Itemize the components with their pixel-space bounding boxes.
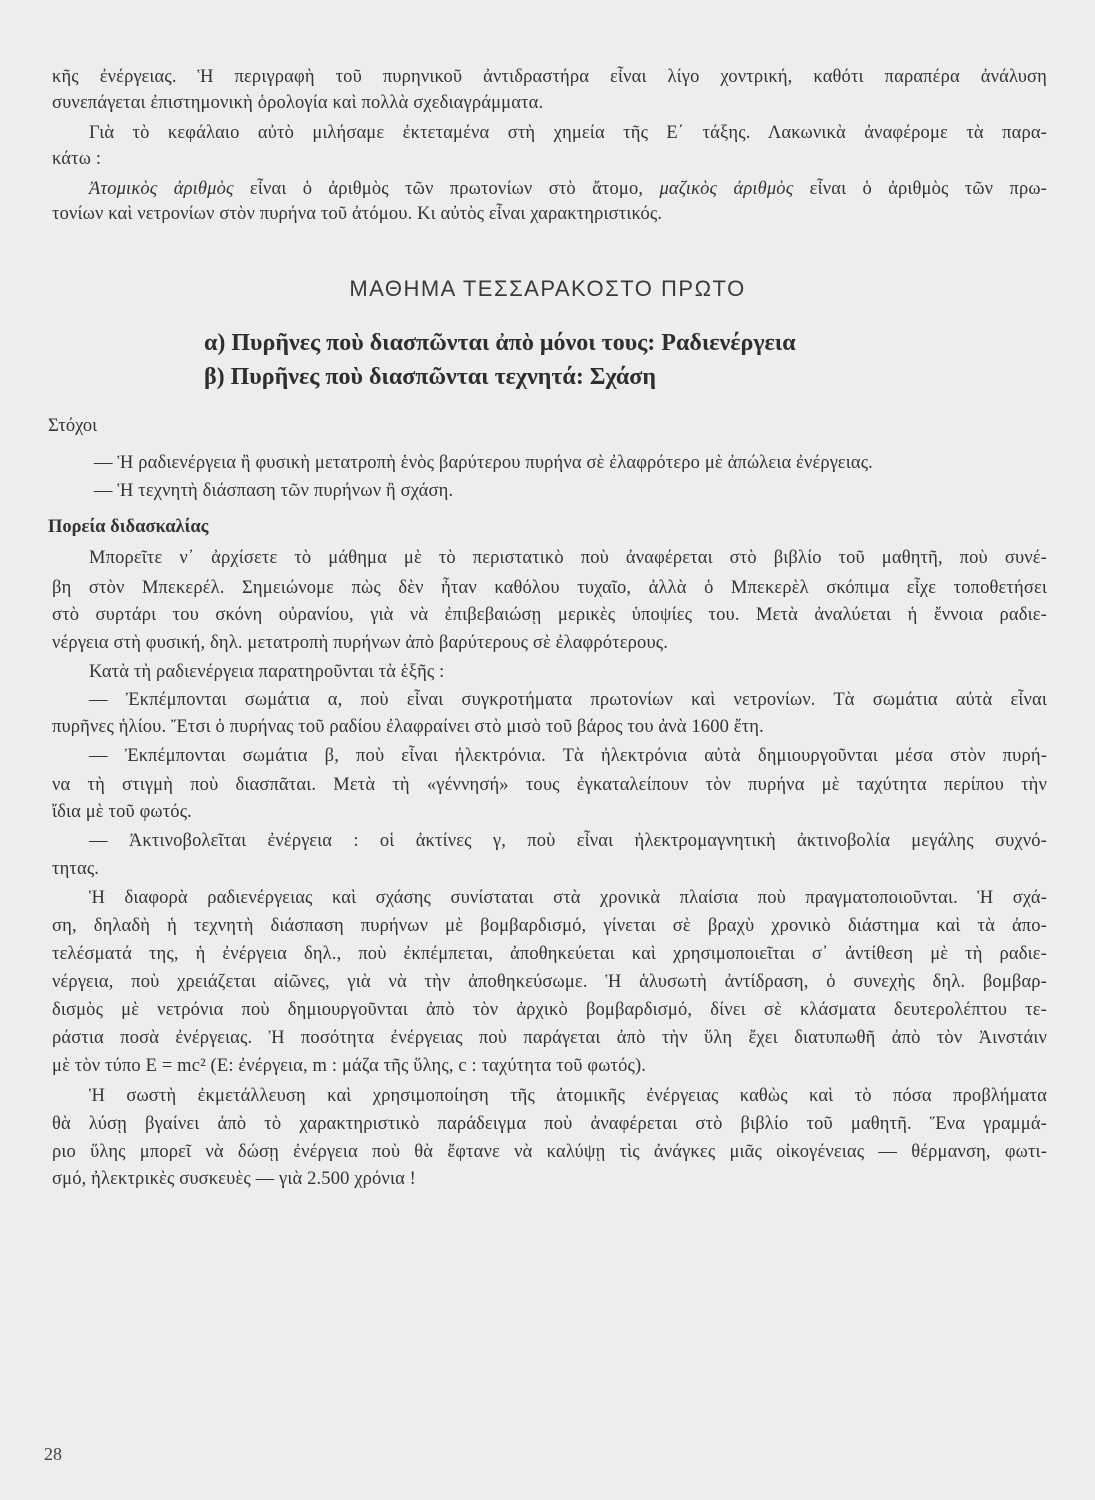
intro-line-3: Γιὰ τὸ κεφάλαιο αὐτὸ μιλήσαμε ἐκτεταμένα στὴ χημεία τῆς Ε΄ τάξης. Λακωνικὰ ἀναφέρομε τὰ παρα- bbox=[89, 123, 1047, 143]
teaching-line: θὰ λύσῃ βγαίνει ἀπὸ τὸ χαρακτηριστικὸ παράδειγμα ποὺ ἀναφέρεται στὸ βιβλίο τοῦ μαθητῆ. Ἕνα γραμμά- bbox=[52, 1114, 1047, 1134]
teaching-line: Κατὰ τὴ ραδιενέργεια παρατηροῦνται τὰ ἑξῆς : bbox=[89, 662, 445, 682]
intro-line-5-end: εἶναι ὁ ἀριθμὸς τῶν πρω- bbox=[793, 179, 1047, 199]
teaching-line: — Ἐκπέμπονται σωμάτια α, ποὺ εἶναι συγκροτήματα πρωτονίων καὶ νετρονίων. Τὰ σωμάτια αὐτὰ εἶναι bbox=[89, 690, 1047, 710]
intro-line-2: συνεπάγεται ἐπιστημονικὴ ὁρολογία καὶ πολλὰ σχεδιαγράμματα. bbox=[52, 93, 544, 113]
page-number: 28 bbox=[44, 1444, 62, 1464]
atomic-number-term: Ἀτομικὸς ἀριθμὸς bbox=[89, 179, 234, 199]
teaching-line: Μπορεῖτε ν᾽ ἀρχίσετε τὸ μάθημα μὲ τὸ περιστατικὸ ποὺ ἀναφέρεται στὸ βιβλίο τοῦ μαθητῆ, ποὺ συνέ- bbox=[89, 548, 1047, 568]
teaching-line: ἴδια μὲ τοῦ φωτός. bbox=[52, 802, 192, 822]
subtitle-fission: β) Πυρῆνες ποὺ διασπῶνται τεχνητά: Σχάση bbox=[204, 364, 656, 390]
intro-line-4: κάτω : bbox=[52, 149, 102, 169]
teaching-line: δισμὸς μὲ νετρόνια ποὺ δημιουργοῦνται ἀπὸ τὸν ἀρχικὸ βομβαρδισμό, δίνει σὲ κλάσματα δευτερολέπτου τε- bbox=[52, 1000, 1047, 1020]
teaching-line: σμό, ἠλεκτρικὲς συσκευὲς — γιὰ 2.500 χρόνια ! bbox=[52, 1169, 416, 1189]
teaching-line: βη στὸν Μπεκερέλ. Σημειώνομε πὼς δὲν ἦταν καθόλου τυχαῖο, ἀλλὰ ὁ Μπεκερὲλ σκόπιμα εἶχε τοποθετήσει bbox=[52, 578, 1047, 598]
subtitle-radioactivity: α) Πυρῆνες ποὺ διασπῶνται ἀπὸ μόνοι τους: Ραδιενέργεια bbox=[204, 330, 796, 356]
teaching-line: Ἡ διαφορὰ ραδιενέργειας καὶ σχάσης συνίσταται στὰ χρονικὰ πλαίσια ποὺ πραγματοποιοῦνται. Ἡ σχά- bbox=[89, 888, 1047, 908]
teaching-line: μὲ τὸν τύπο E = mc² (E: ἐνέργεια, m : μάζα τῆς ὕλης, c : ταχύτητα τοῦ φωτός). bbox=[52, 1056, 647, 1076]
goals-heading: Στόχοι bbox=[48, 416, 98, 436]
mass-number-term: μαζικὸς ἀριθμὸς bbox=[659, 179, 794, 199]
teaching-line: τελέσματά της, ἡ ἐνέργεια δηλ., ποὺ ἐκπέμπεται, ἀποθηκεύεται καὶ χρησιμοποιεῖται σ᾽ ἀντίθεση μὲ τὴ ραδιε- bbox=[52, 944, 1047, 964]
teaching-line: τητας. bbox=[52, 859, 100, 879]
teaching-line: στὸ συρτάρι του σκόνη οὐρανίου, γιὰ νὰ ἐπιβεβαιώσῃ μερικὲς ὑποψίες του. Μετὰ ἀναλύεται ἡ ἔννοια ραδιε- bbox=[52, 605, 1047, 625]
teaching-line: πυρῆνες ἡλίου. Ἔτσι ὁ πυρήνας τοῦ ραδίου ἐλαφραίνει στὸ μισὸ τοῦ βάρος του ἀνὰ 1600 ἔτη. bbox=[52, 717, 764, 737]
teaching-line: ση, δηλαδὴ ἡ τεχνητὴ διάσπαση πυρήνων μὲ βομβαρδισμό, γίνεται σὲ βραχὺ χρονικὸ διάστημα καὶ τὰ ἀπο- bbox=[52, 916, 1047, 936]
teaching-heading: Πορεία διδασκαλίας bbox=[48, 517, 209, 537]
teaching-line: να τὴ στιγμὴ ποὺ διασπᾶται. Μετὰ τὴ «γέννησή» τους ἐγκαταλείπουν τὸν πυρήνα μὲ ταχύτητα περίπου τὴν bbox=[52, 775, 1047, 795]
goal-item-1: — Ἡ ραδιενέργεια ἢ φυσικὴ μετατροπὴ ἑνὸς βαρύτερου πυρήνα σὲ ἐλαφρότερο μὲ ἀπώλεια ἐνέργειας. bbox=[94, 453, 873, 473]
intro-line-1: κῆς ἐνέργειας. Ἡ περιγραφὴ τοῦ πυρηνικοῦ ἀντιδραστήρα εἶναι λίγο χοντρική, καθότι παραπέρα ἀνάλυση bbox=[52, 67, 1047, 87]
intro-line-6: τονίων καὶ νετρονίων στὸν πυρήνα τοῦ ἀτόμου. Κι αὐτὸς εἶναι χαρακτηριστικός. bbox=[52, 204, 663, 224]
lesson-title: ΜΑΘΗΜΑ ΤΕΣΣΑΡΑΚΟΣΤΟ ΠΡΩΤΟ bbox=[349, 276, 746, 301]
goal-item-2: — Ἡ τεχνητὴ διάσπαση τῶν πυρήνων ἢ σχάση. bbox=[94, 481, 454, 501]
intro-line-5 bbox=[89, 176, 1047, 202]
teaching-line: Ἡ σωστὴ ἐκμετάλλευση καὶ χρησιμοποίηση τῆς ἀτομικῆς ἐνέργειας καθὼς καὶ τὸ πόσα προβλήματα bbox=[89, 1086, 1047, 1106]
teaching-line: νέργεια στὴ φυσική, δηλ. μετατροπὴ πυρήνων ἀπὸ βαρύτερους σὲ ἐλαφρότερους. bbox=[52, 633, 668, 653]
teaching-line: ράστια ποσὰ ἐνέργειας. Ἡ ποσότητα ἐνέργειας ποὺ παράγεται ἀπὸ τὴν ὕλη ἔχει διατυπωθῆ ἀπὸ τὸν Ἀινστάιν bbox=[52, 1028, 1047, 1048]
teaching-line: νέργεια, ποὺ χρειάζεται αἰῶνες, γιὰ νὰ τὴν ἀποθηκεύσωμε. Ἡ ἁλυσωτὴ ἀντίδραση, ὁ συνεχὴς δηλ. βομβαρ- bbox=[52, 972, 1047, 992]
teaching-line: ριο ὕλης μπορεῖ νὰ δώσῃ ἐνέργεια ποὺ θὰ ἔφτανε νὰ καλύψῃ τὶς ἀνάγκες μιᾶς οἰκογένειας — θέρμανση, φωτι- bbox=[52, 1142, 1047, 1162]
teaching-line: — Ἐκπέμπονται σωμάτια β, ποὺ εἶναι ἠλεκτρόνια. Τὰ ἠλεκτρόνια αὐτὰ δημιουργοῦνται μέσα στὸν πυρή- bbox=[89, 746, 1047, 766]
teaching-line: — Ἀκτινοβολεῖται ἐνέργεια : οἱ ἀκτίνες γ, ποὺ εἶναι ἠλεκτρομαγνητικὴ ἀκτινοβολία μεγάλης συχνό- bbox=[89, 831, 1047, 851]
intro-line-5-mid: εἶναι ὁ ἀριθμὸς τῶν πρωτονίων στὸ ἄτομο, bbox=[233, 179, 660, 199]
